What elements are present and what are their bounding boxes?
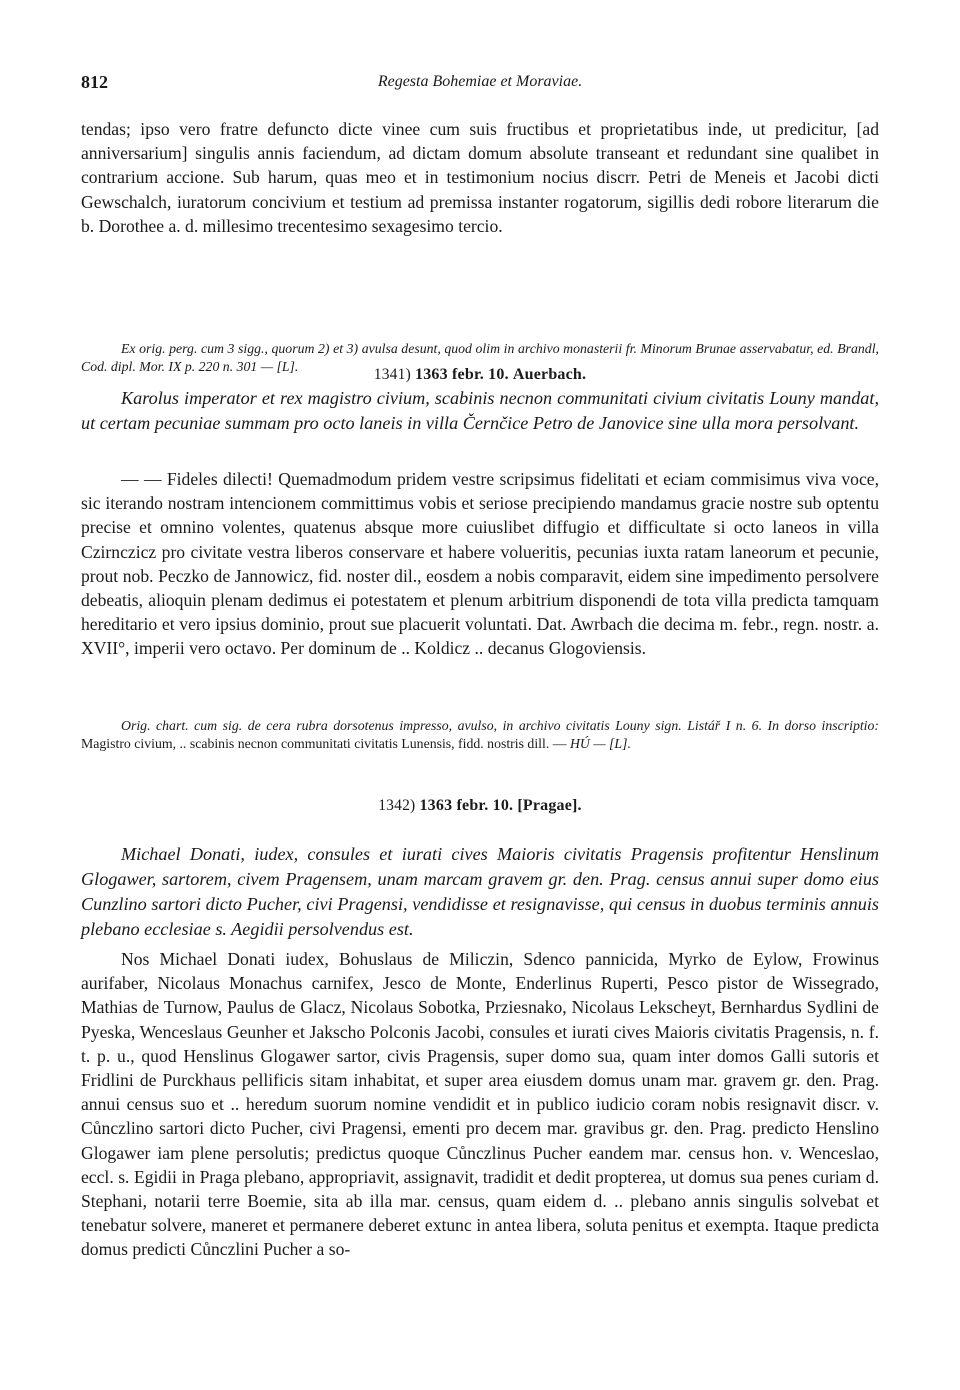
page-header — [81, 72, 879, 102]
page-number: 812 — [81, 72, 108, 92]
entry-regest: Michael Donati, iudex, consules et iurati cives Maioris civitatis Pragensis profitentur Henslinum Glogawer, sartorem, civem Pragensem, unam marcam gravem gr. den. Prag. census annui super domo eius Cunzlino sartori dicto Pucher, civi Pragensi, vendidisse et resignavisse, qui census in duobus terminis annuis plebano ecclesiae s. Aegidii persolvendus est. — [81, 844, 879, 939]
note-roman-part: Magistro civium, .. scabinis necnon communitati civitatis Lunensis, fidd. nostris dill. — — [81, 735, 570, 751]
note-italic-part: HÚ — [L]. — [569, 735, 631, 751]
running-title: Regesta Bohemiae et Moraviae. — [377, 73, 583, 90]
continuation-paragraph: tendas; ipso vero fratre defuncto dicte vinee cum suis fructibus et proprietatibus inde, ut predicitur, [ad anniversarium] singulis annis faciendum, ad dictam domum absolute transeant et redundant sine qualibet in contrarium accione. Sub harum, quas meo et in testimonium nocius discrr. Petri de Meneis et Jacobi dicti Gewschalch, iuratorum concivium et testium ad premissa instanter rogatorum, sigillis dedi robore literarum die b. Dorothee a. d. millesimo trecentesimo sexagesimo tercio. — [81, 119, 879, 236]
source-note — [81, 717, 879, 752]
entry-date: 1363 febr. 10. — [415, 366, 509, 383]
entry-number: 1342) — [378, 797, 416, 814]
entry-place: [Pragae]. — [517, 797, 582, 814]
entry-date: 1363 febr. 10. — [419, 797, 514, 814]
entry-text: — — Fideles dilecti! Quemadmodum pridem vestre scripsimus fidelitati et eciam commisimus viva voce, sic iterando nostram intencionem committimus vobis et seriose precipiendo mandamus gracie nostre sub optentu precise et omnino volentes, quatenus absque more cuiuslibet diffugio et difficultate si octo laneos in villa Czirnczicz pro civitate vestra liberos conservare et habere volueritis, pecunias iuxta ratam laneorum et pecunie, prout nob. Peczko de Jannowicz, fid. noster dil., eosdem a nobis comparavit, eidem sine impedimento persolvere debeatis, alioquin plenam dedimus ei potestatem et plenum arbitrium disponendi de tota villa predicta tamquam hereditario et vero ipsius dominio, prout sue placuerit voluntati. Dat. Awrbach die decima m. febr., regn. nostr. a. XVII°, imperii vero octavo. Per dominum de .. Koldicz .. decanus Glogoviensis. — [81, 469, 879, 659]
entry-number: 1341) — [373, 366, 411, 383]
entry-heading-1342 — [81, 797, 879, 815]
entry-text: Nos Michael Donati iudex, Bohuslaus de Miliczin, Sdenco pannicida, Myrko de Eylow, Frowinus aurifaber, Nicolaus Monachus carnifex, Jesco de Monte, Enderlinus Ruperti, Pesco pistor de Wissegrado, Mathias de Turnow, Paulus de Glacz, Nicolaus Sobotka, Prziesnako, Nicolaus Lekscheyt, Bernhardus Sydlini de Pyeska, Wenceslaus Geunher et Jakscho Polconis Jacobi, consules et iurati cives Maioris civitatis Pragensis, n. f. t. p. u., quod Henslinus Glogawer sartor, civis Pragensis, super domo sua, quam inter domos Galli sutoris et Fridlini de Purckhaus pellificis sitam inhabitat, et super area eiusdem domus unam mar. gravem gr. den. Prag. annui census suo et .. heredum suorum nomine vendidit et in publico iudicio coram nobis resignavit discr. v. Cůnczlino sartori dicto Pucher, civi Pragensi, ementi pro decem mar. gravibus gr. den. Prag. predicto Henslino Glogawer iam plene persolutis; predictus quoque Cůnczlinus Pucher eandem mar. census hon. v. Wenceslao, eccl. s. Egidii in Praga plebano, appropriavit, assignavit, tradidit et dedit propterea, ut domus sua penes curiam d. Stephani, notarii terre Boemie, sita ab illa mar. census, quam eidem d. .. plebano annis singulis solvebat et tenebatur solvere, maneret et permanere deberet extunc in antea libera, soluta penitus et exempta. Itaque predicta domus predicti Cůnczlini Pucher a so- — [81, 949, 879, 1260]
entry-regest: Karolus imperator et rex magistro civium, scabinis necnon communitati civium civitatis Louny mandat, ut certam pecuniae summam pro octo laneis in villa Černčice Petro de Janovice sine ulla mora persolvant. — [81, 388, 879, 433]
source-note: Ex orig. perg. cum 3 sigg., quorum 2) et 3) avulsa desunt, quod olim in archivo monasterii fr. Minorum Brunae asservabatur, ed. Brandl, Cod. dipl. Mor. IX p. 220 n. 301 — [L]. — [81, 341, 879, 374]
note-italic-part: Orig. chart. cum sig. de cera rubra dorsotenus impresso, avulso, in archivo civitatis Louny sign. Listář I n. 6. In dorso inscriptio: — [121, 718, 879, 733]
entry-heading-1341 — [81, 366, 879, 384]
entry-place: Auerbach. — [512, 366, 587, 383]
document-page — [81, 72, 879, 1260]
